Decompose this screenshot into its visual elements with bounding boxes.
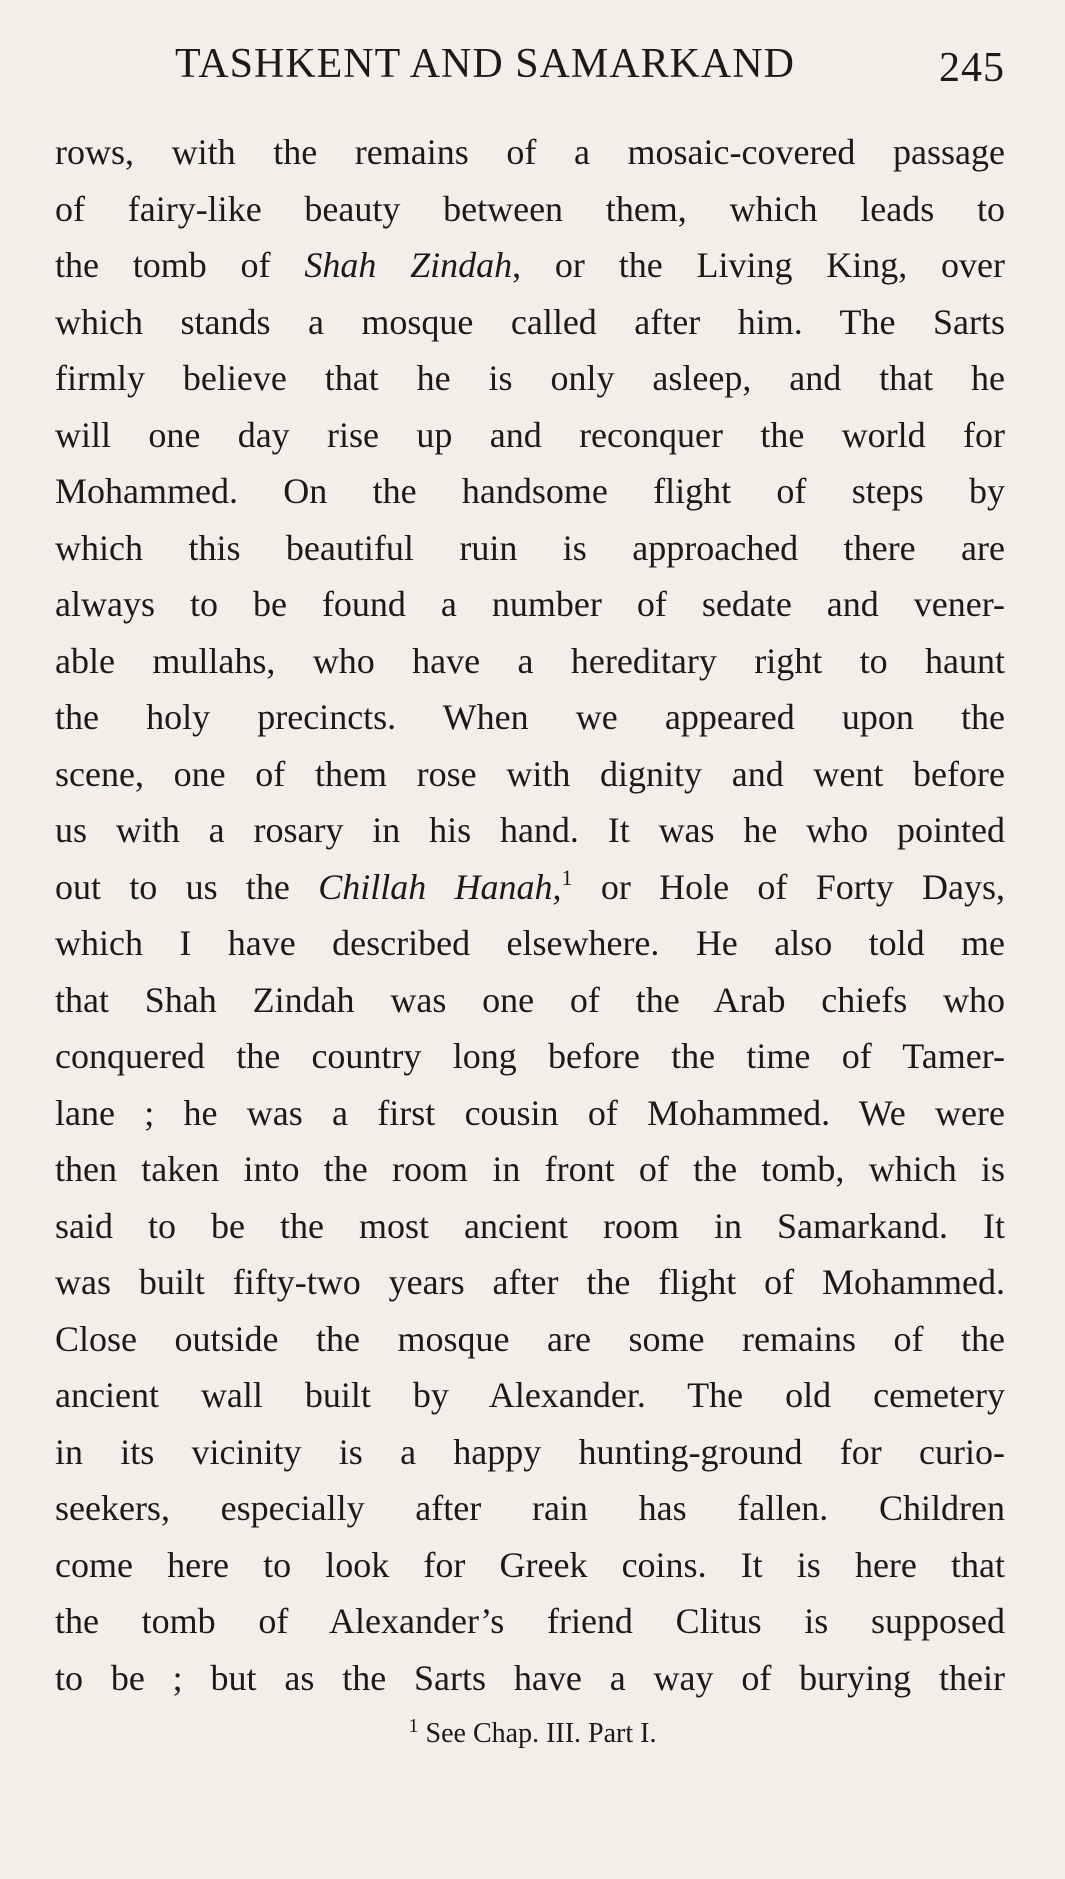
footnote-marker: 1 [408, 1715, 419, 1737]
text-line: will one day rise up and reconquer the world for [55, 414, 1005, 455]
text-line: firmly believe that he is only asleep, and that he [55, 358, 1005, 398]
text-run: the tomb of [55, 245, 305, 285]
page-number: 245 [939, 45, 1005, 91]
text-line: ancient wall built by Alexander. The old cemetery [55, 1375, 1005, 1415]
body-text [55, 124, 1005, 1706]
text-line: that Shah Zindah was one of the Arab chiefs who [55, 979, 1005, 1020]
text-run: , or the Living King, over [512, 245, 1005, 285]
running-title: TASHKENT AND SAMARKAND [175, 41, 795, 87]
text-line: scene, one of them rose with dignity and went before [55, 753, 1005, 794]
text-line: was built fifty-two years after the flight of Mohammed. [55, 1262, 1005, 1302]
italic-name-shah-zindah: Shah Zindah [304, 245, 513, 285]
text-line: the holy precincts. When we appeared upon the [55, 697, 1005, 737]
text-run: , [552, 866, 562, 907]
text-line: able mullahs, who have a hereditary right to haunt [55, 640, 1005, 681]
text-line: to be ; but as the Sarts have a way of burying their [55, 1657, 1005, 1698]
text-run: or Hole of Forty Days, [572, 866, 1006, 907]
text-line: come here to look for Greek coins. It is here that [55, 1544, 1005, 1585]
text-line: Mohammed. On the handsome flight of steps by [55, 471, 1005, 511]
text-line: which this beautiful ruin is approached there are [55, 527, 1005, 568]
footnote-text: See Chap. III. Part I. [418, 1718, 657, 1749]
text-line: lane ; he was a first cousin of Mohammed. We were [55, 1092, 1005, 1133]
text-line: which I have described elsewhere. He also told me [55, 923, 1005, 963]
text-line: which stands a mosque called after him. The Sarts [55, 301, 1005, 342]
italic-name-chillah-hanah: Chillah Hanah [318, 866, 553, 907]
text-line: in its vicinity is a happy hunting-ground for curio- [55, 1431, 1005, 1472]
text-line: us with a rosary in his hand. It was he who pointed [55, 810, 1005, 850]
text-line: rows, with the remains of a mosaic-covered passage [55, 132, 1005, 172]
text-line: of fairy-like beauty between them, which leads to [55, 188, 1005, 229]
running-header [55, 40, 1005, 100]
footnote-reference: 1 [561, 864, 573, 890]
text-run: out to us the [55, 866, 319, 907]
text-line: then taken into the room in front of the tomb, which is [55, 1149, 1005, 1189]
text-line: Close outside the mosque are some remains of the [55, 1318, 1005, 1359]
text-line: conquered the country long before the time of Tamer- [55, 1036, 1005, 1076]
text-line: seekers, especially after rain has fallen. Children [55, 1488, 1005, 1528]
footnote [0, 1715, 1065, 1750]
text-line [55, 859, 1005, 916]
text-line: the tomb of Alexander’s friend Clitus is supposed [55, 1601, 1005, 1641]
text-line: always to be found a number of sedate and vener- [55, 584, 1005, 624]
text-line [55, 237, 1005, 294]
text-line: said to be the most ancient room in Samarkand. It [55, 1205, 1005, 1246]
